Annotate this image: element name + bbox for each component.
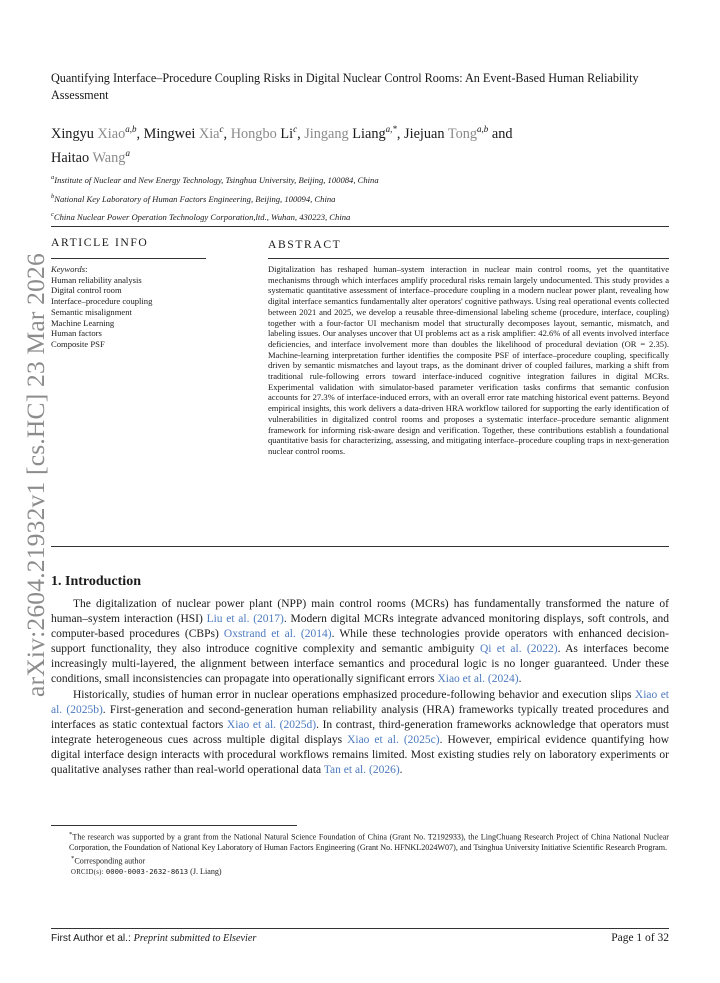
- footer-preprint-note: Preprint submitted to Elsevier: [133, 933, 257, 944]
- body-text-run: Historically, studies of human error in nuclear operations emphasized procedure-following behavior and execution slips: [73, 688, 635, 701]
- keyword-item: Human factors: [51, 328, 102, 339]
- author-separator: ,: [136, 125, 144, 142]
- affiliation-text: National Key Laboratory of Human Factors Engineering, Beijing, 100094, China: [54, 193, 336, 204]
- affiliation-text: Institute of Nuclear and New Energy Technology, Tsinghua University, Beijing, 100084, China: [54, 174, 379, 185]
- author-name-linked[interactable]: Tong: [447, 125, 478, 142]
- page-number: Page 1 of 32: [611, 932, 669, 944]
- author-name-tail: Li: [280, 125, 294, 142]
- footer-divider: [51, 928, 669, 929]
- section-heading: 1. Introduction: [51, 574, 141, 589]
- corresponding-mark: *: [71, 854, 75, 862]
- keywords-label: Keywords: [51, 264, 86, 274]
- introduction-body: [51, 597, 669, 778]
- author: [144, 126, 231, 142]
- author-affiliation-mark: a,*: [385, 124, 397, 134]
- author-affiliation-mark: a,b: [125, 124, 137, 134]
- author-name-linked[interactable]: Wang: [92, 149, 126, 166]
- affiliation: [51, 170, 671, 189]
- author: [304, 126, 404, 142]
- citation-link[interactable]: Xiao et al. (2025c): [347, 733, 440, 746]
- abstract-divider: [268, 258, 669, 259]
- author-affiliation-mark: a,b: [477, 124, 489, 134]
- author-name-linked[interactable]: Xia: [198, 125, 220, 142]
- author-list: [51, 120, 671, 168]
- body-paragraph: [51, 597, 669, 688]
- keyword-item: Digital control room: [51, 285, 122, 296]
- body-text-run: . While these technologies provide operators with enhanced decision-support functionality, they also introduce cognitive complexity and semantic ambiguity: [51, 628, 670, 656]
- abstract-text: Digitalization has reshaped human–system interaction in nuclear main control rooms, yet the quantitative mechanisms through which interfaces amplify procedural risks remain largely undocumented. This study provides a systematic quantitative assessment of interface–procedure coupling in a modern nuclear power plant, revealing how digital interface semantics fundamentally alter operators' cognitive pathways. Using real operational events collected between 2021 and 2025, we develop a reusable three-dimensional labeling scheme (procedure, interface, coupling) together with a four-factor UI mechanism model that structurally decomposes layout, semantic, mismatch, and labeling issues. Our analyses uncover that UI problems act as a risk amplifier: 42.6% of all events involved interface deficiencies, and interface involvement more than doubles the likelihood of procedural deviation (OR = 2.35). Machine-learning interpretation further identifies the composite PSF of interface–procedure coupling, specifically driven by semantic mismatches and layout traps, as the dominant driver of coupled failures, marking a shift from traditional rule-following errors toward interface-induced cognitive integration failures in digital MCRs. Experimental validation with simulator-based parameter verification tasks confirms that semantic confusion accounts for 27.3% of interface-induced errors, with an overall error rate matching historical event patterns. Beyond empirical insights, this work delivers a data-driven HRA workflow tailored for supporting the early identification of vulnerabilities in digitalized control rooms and proposes a systematic interface–procedure semantic alignment framework for informing risk-aware design and verification. Together, these contributions establish a foundational quantitative basis for characterizing, assessing, and mitigating interface–procedure coupling traps in next-generation nuclear control rooms.: [268, 264, 669, 456]
- body-text-run: . Modern digital MCRs integrate advanced monitoring displays, soft controls, and computer-based procedures (CBPs): [51, 613, 669, 641]
- paper-title: Quantifying Interface–Procedure Coupling Risks in Digital Nuclear Control Rooms: An Event-Based Human Reliability Assessment: [51, 71, 639, 102]
- author-name-tail: Liang: [352, 125, 386, 142]
- affiliation-text: China Nuclear Power Operation Technology Corporation,ltd., Wuhan, 430223, China: [53, 212, 351, 223]
- author-name: Mingwei: [143, 125, 199, 142]
- author-name-linked[interactable]: Xiao: [97, 125, 126, 142]
- body-text-run: . As interfaces become increasingly multi-layered, the alignment between interface semantics and procedural logic is no longer guaranteed. Under these conditions, small inconsistencies can propagate into operationally significant errors: [51, 643, 669, 686]
- author-name: Jiejuan: [404, 125, 448, 142]
- citation-link[interactable]: Xiao et al. (2024): [437, 673, 519, 686]
- author: [51, 126, 144, 142]
- author: [404, 126, 512, 142]
- body-text-run: The digitalization of nuclear power plant (NPP) main control rooms (MCRs) has fundamentally transformed the nature of human–system interaction (HSI): [51, 598, 669, 626]
- affiliation-list: [51, 170, 671, 226]
- orcid-owner: (J. Liang): [188, 867, 222, 877]
- keyword-item: Composite PSF: [51, 338, 105, 349]
- keyword-item: Human reliability analysis: [51, 274, 142, 285]
- body-paragraph: [51, 688, 669, 779]
- author-name: Haitao: [51, 149, 93, 166]
- orcid-label: ORCID(s):: [71, 869, 106, 877]
- abstract-bottom-divider: [51, 546, 669, 547]
- corresponding-author-note: Corresponding author: [74, 856, 146, 866]
- footer-author: First Author et al.:: [51, 933, 134, 944]
- author-affiliation-mark: a: [125, 147, 130, 158]
- affiliation: [51, 207, 671, 226]
- author-name: Xingyu: [51, 125, 98, 142]
- orcid-link[interactable]: 0000-0003-2632-8613: [105, 867, 189, 877]
- author: [231, 126, 305, 142]
- article-info-heading: ARTICLE INFO: [51, 236, 149, 249]
- author-separator: and: [488, 125, 513, 142]
- citation-link[interactable]: Xiao et al. (2025d): [226, 718, 317, 731]
- author-name-linked[interactable]: Hongbo: [230, 125, 281, 142]
- author-name-linked[interactable]: Jingang: [304, 125, 353, 142]
- author-separator: ,: [396, 125, 405, 142]
- citation-link[interactable]: Oxstrand et al. (2014): [223, 628, 332, 641]
- citation-link[interactable]: Qi et al. (2022): [479, 643, 558, 656]
- keyword-item: Semantic misalignment: [51, 306, 132, 317]
- footer-running-head: [51, 933, 256, 944]
- author-separator: ,: [223, 125, 231, 142]
- body-text-run: .: [518, 673, 522, 686]
- arxiv-identifier-text: arXiv:2604.21932v1 [cs.HC] 23 Mar 2026: [21, 253, 50, 697]
- citation-link[interactable]: Liu et al. (2017): [206, 613, 284, 626]
- body-text-run: .: [399, 764, 403, 777]
- header-divider: [51, 226, 669, 227]
- body-text-run: . However, empirical evidence quantifying how digital interface design interacts with procedural workflows remains limited. Most existing studies rely on laboratory experiments or qualitative analyses rather than real-world operational data: [51, 733, 670, 777]
- footnotes: [51, 830, 669, 879]
- affiliation-mark: c: [51, 211, 54, 219]
- funding-note: The research was supported by a grant from the National Natural Science Foundation of China (Grant No. T2192933), the LingChuang Research Project of China National Nuclear Corporation, the Foundation of National Key Laboratory of Human Factors Engineering (Grant No. HFNKL2024W07), and Tsinghua University Initiative Scientific Research Program.: [69, 832, 669, 853]
- keywords-block: Keywords: Human reliability analysis Digital control room Interface–procedure coupling Semantic misalignment Machine Learning Human factors Composite PSF: [51, 264, 221, 350]
- author: [51, 147, 130, 166]
- affiliation-mark: b: [51, 192, 55, 200]
- author-affiliation-mark: c: [293, 124, 298, 134]
- keyword-item: Machine Learning: [51, 317, 115, 328]
- affiliation: [51, 189, 671, 208]
- keyword-item: Interface–procedure coupling: [51, 296, 153, 307]
- footnote-divider: [51, 825, 297, 826]
- author-separator: ,: [297, 125, 305, 142]
- affiliation-mark: a: [51, 174, 55, 181]
- article-info-divider: [51, 258, 206, 259]
- body-text-run: . First-generation and second-generation human reliability analysis (HRA) frameworks typically treated procedures and interfaces as static contextual factors: [51, 703, 669, 731]
- citation-link[interactable]: Tan et al. (2026): [323, 764, 400, 777]
- arxiv-identifier-stamp: [16, 250, 56, 700]
- body-text-run: . In contrast, third-generation frameworks acknowledge that operators must integrate heterogeneous cues across multiple digital displays: [51, 718, 669, 746]
- citation-link[interactable]: Xiao et al. (2025b): [51, 688, 670, 716]
- author-affiliation-mark: c: [219, 124, 224, 134]
- funding-mark: *: [69, 831, 73, 838]
- abstract-heading: ABSTRACT: [268, 238, 342, 251]
